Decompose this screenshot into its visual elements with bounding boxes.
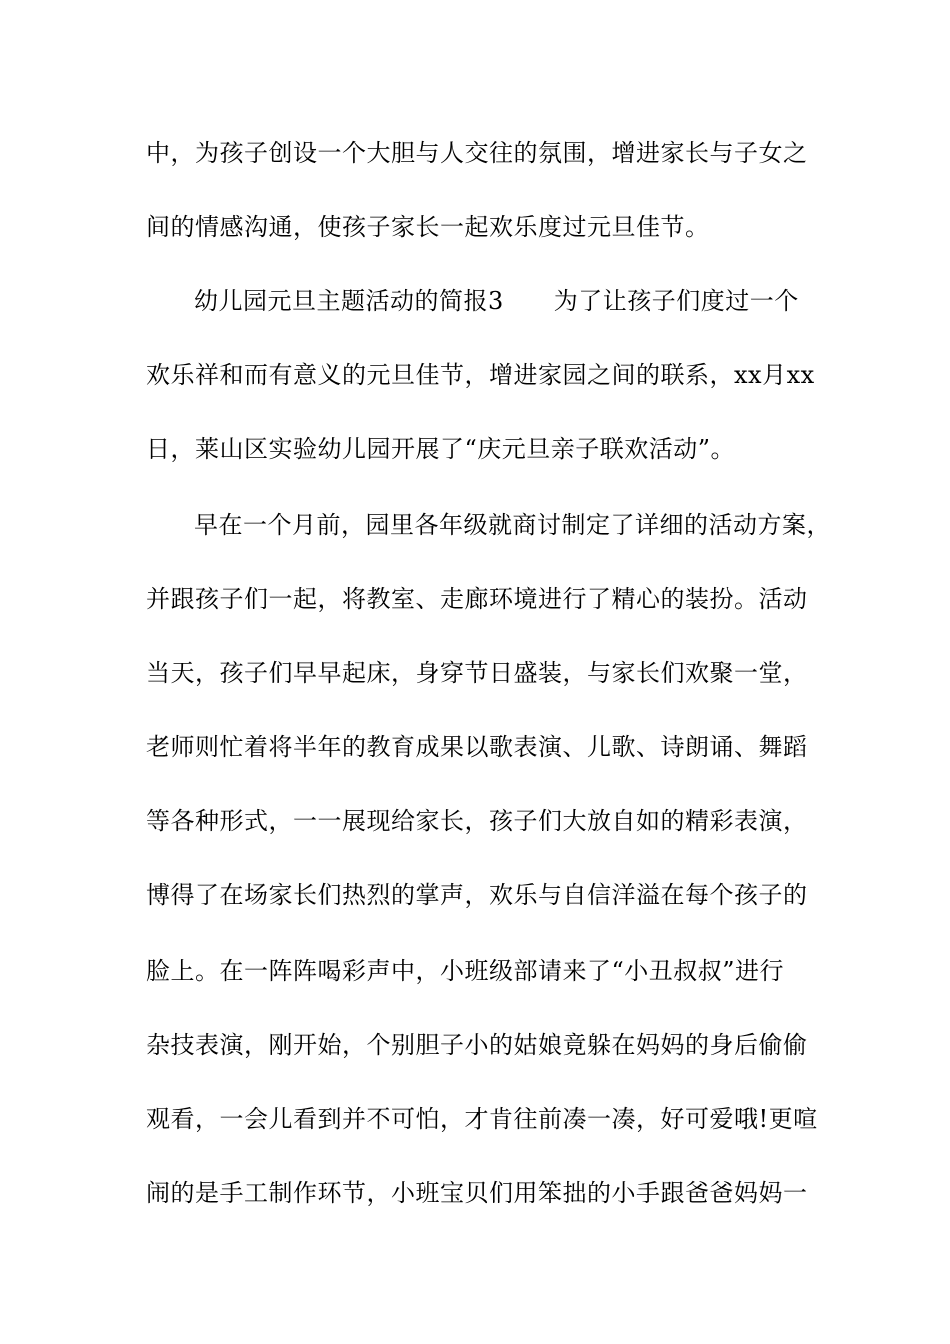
paragraph-line: 中，为孩子创设一个大胆与人交往的氛围，增进家长与子女之: [146, 139, 808, 167]
paragraph-line: 间的情感沟通，使孩子家长一起欢乐度过元旦佳节。: [146, 213, 710, 241]
section-heading: 幼儿园元旦主题活动的简报3: [194, 287, 504, 315]
paragraph-line: 闹的是手工制作环节，小班宝贝们用笨拙的小手跟爸爸妈妈一: [146, 1179, 808, 1207]
paragraph-line: 老师则忙着将半年的教育成果以歌表演、儿歌、诗朗诵、舞蹈: [146, 733, 808, 761]
paragraph-line: 脸上。在一阵阵喝彩声中，小班级部请来了“小丑叔叔”进行: [146, 957, 785, 985]
paragraph-line: 博得了在场家长们热烈的掌声，欢乐与自信洋溢在每个孩子的: [146, 881, 808, 909]
paragraph-line: 日，莱山区实验幼儿园开展了“庆元旦亲子联欢活动”。: [146, 435, 736, 463]
paragraph-line: 观看，一会儿看到并不可怕，才肯往前凑一凑，好可爱哦!更喧: [146, 1105, 818, 1133]
paragraph-line: 并跟孩子们一起，将教室、走廊环境进行了精心的装扮。活动: [146, 585, 808, 613]
paragraph-start: 为了让孩子们度过一个: [553, 287, 799, 315]
paragraph-line: 当天，孩子们早早起床，身穿节日盛装，与家长们欢聚一堂，: [146, 659, 808, 687]
paragraph-line: 早在一个月前，园里各年级就商讨制定了详细的活动方案，: [194, 511, 831, 539]
paragraph-line: 欢乐祥和而有意义的元旦佳节，增进家园之间的联系，xx月xx: [146, 361, 815, 389]
section-heading-line: [194, 286, 884, 316]
paragraph-line: 等各种形式，一一展现给家长，孩子们大放自如的精彩表演，: [146, 807, 808, 835]
paragraph-line: 杂技表演，刚开始，个别胆子小的姑娘竟躲在妈妈的身后偷偷: [146, 1031, 808, 1059]
